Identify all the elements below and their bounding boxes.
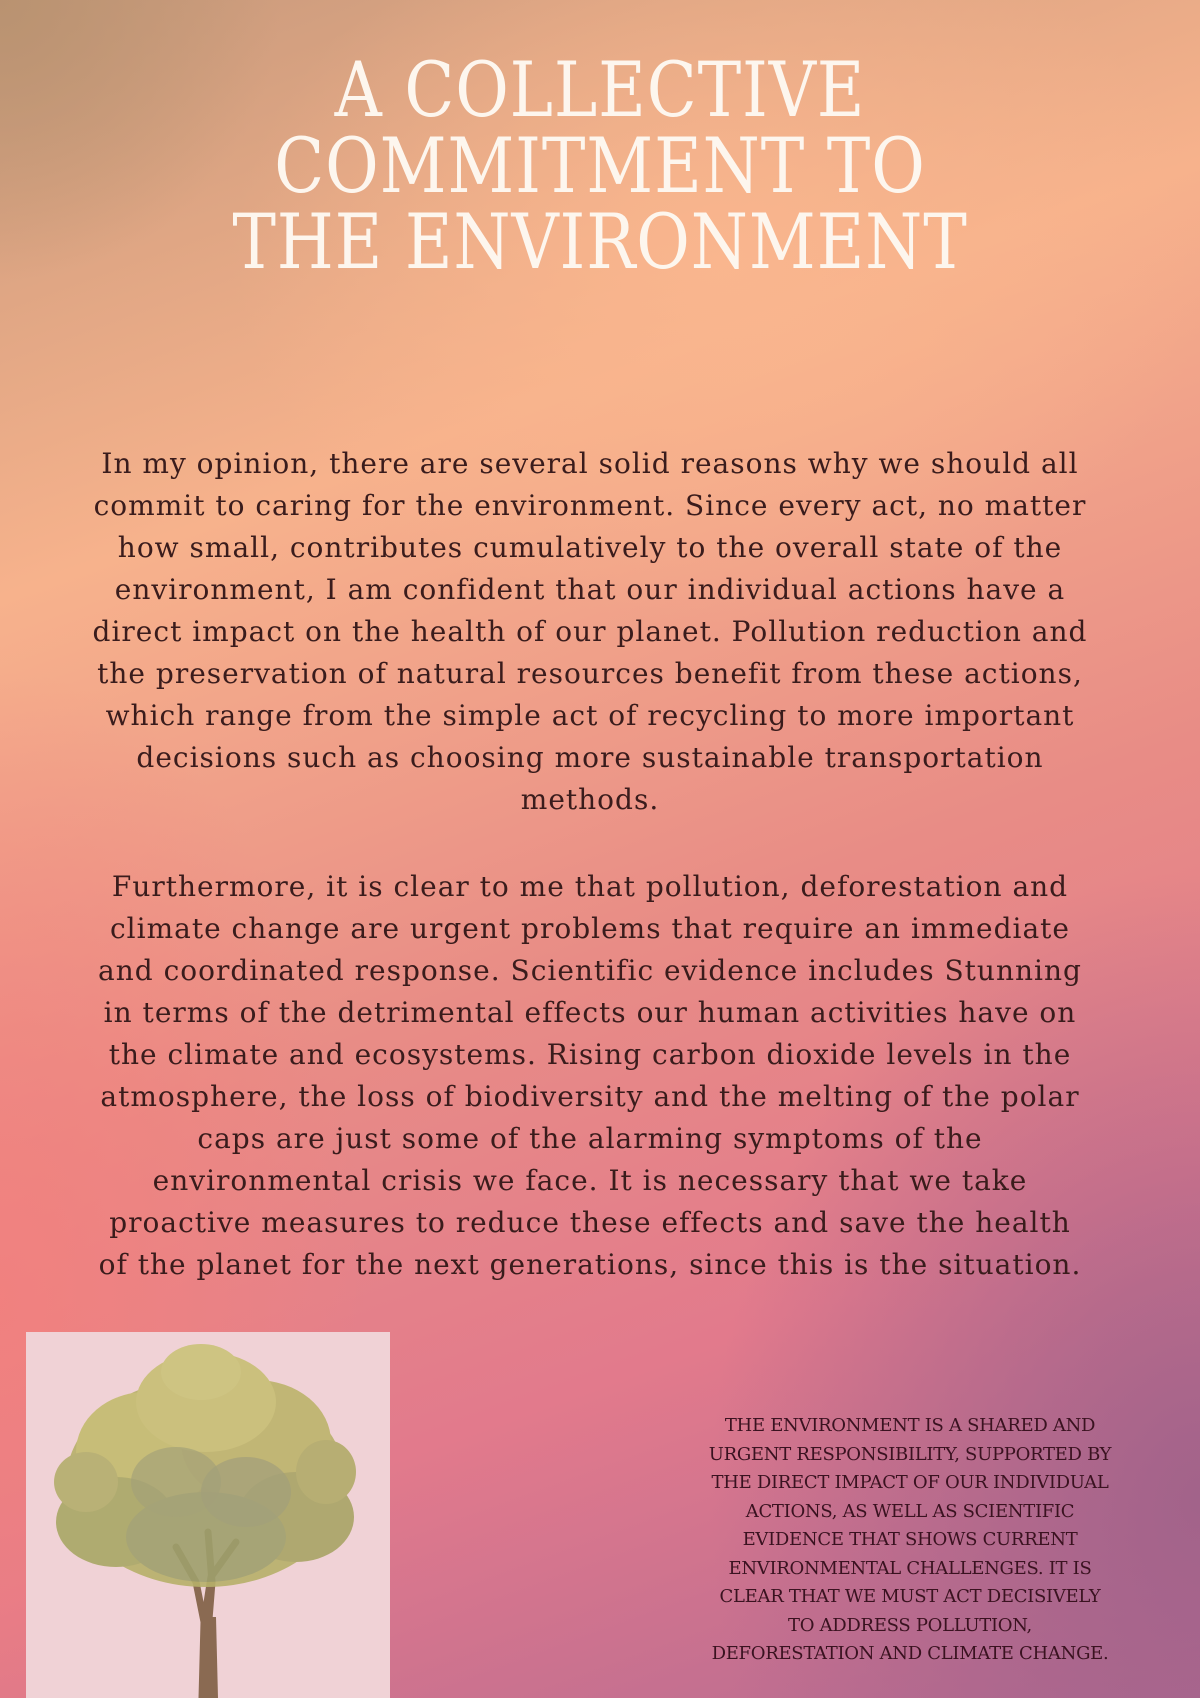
title-line-3: THE ENVIRONMENT bbox=[232, 197, 968, 286]
tree-illustration-card bbox=[26, 1332, 390, 1698]
title-line-1: A COLLECTIVE bbox=[334, 45, 866, 134]
tree-icon bbox=[26, 1332, 390, 1698]
title-line-2: COMMITMENT TO bbox=[274, 121, 926, 210]
page-title bbox=[84, 45, 1116, 286]
summary-callout: THE ENVIRONMENT IS A SHARED AND URGENT RESPONSIBILITY, SUPPORTED BY THE DIRECT IMPACT OF OUR INDIVIDUAL ACTIONS, AS WELL AS SCIENTIFIC EVIDENCE THAT SHOWS CURRENT ENVIRONMENTAL CHALLENGES. IT IS CLEAR THAT WE MUST ACT DECISIVELY TO ADDRESS POLLUTION, DEFORESTATION AND CLIMATE CHANGE. bbox=[708, 1415, 1112, 1664]
body-paragraph-2: Furthermore, it is clear to me that pollution, deforestation and climate change are urgent problems that require an immediate and coordinated response. Scientific evidence includes Stunning in terms of the detrimental effects our human activities have on the climate and ecosystems. Rising carbon dioxide levels in the atmosphere, the loss of biodiversity and the melting of the polar caps are just some of the alarming symptoms of the environmental crisis we face. It is necessary that we take proactive measures to reduce these effects and save the health of the planet for the next generations, since this is the situation. bbox=[98, 870, 1082, 1281]
body-paragraph-1: In my opinion, there are several solid reasons why we should all commit to caring for the environment. Since every act, no matter how small, contributes cumulatively to the overall state of the environment, I am confident that our individual actions have a direct impact on the health of our planet. Pollution reduction and the preservation of natural resources benefit from these actions, which range from the simple act of recycling to more important decisions such as choosing more sustainable transportation methods. bbox=[92, 447, 1088, 816]
